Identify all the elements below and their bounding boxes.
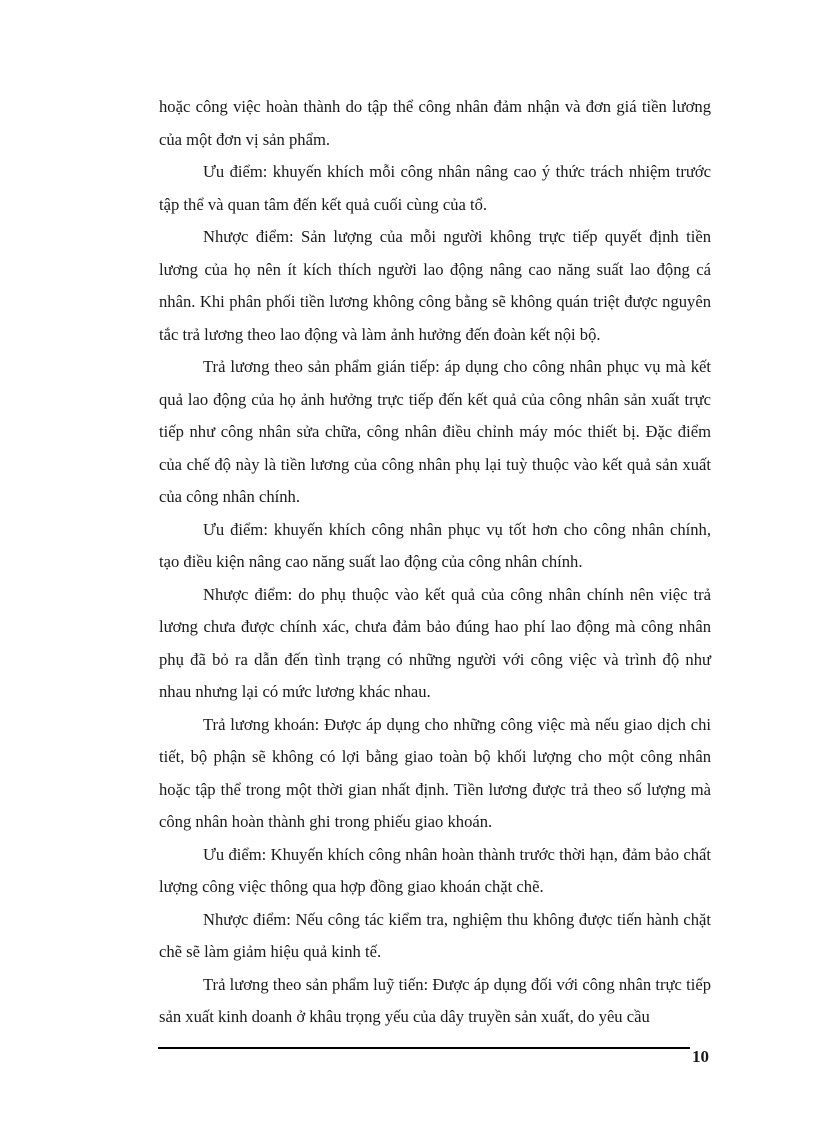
footer-divider bbox=[158, 1047, 690, 1049]
paragraph-indirect-product-wage: Trả lương theo sản phẩm gián tiếp: áp dụng cho công nhân phục vụ mà kết quả lao động của họ ảnh hưởng trực tiếp đến kết quả của công nhân sản xuất trực tiếp như công nhân sửa chữa, công nhân điều chỉnh máy móc thiết bị. Đặc điểm của chế độ này là tiền lương của công nhân phụ lại tuỳ thuộc vào kết quả sản xuất của công nhân chính. bbox=[159, 357, 711, 506]
paragraph-piecework-contract: Trả lương khoán: Được áp dụng cho những công việc mà nếu giao dịch chi tiết, bộ phận sẽ không có lợi bằng giao toàn bộ khối lượng cho một công nhân hoặc tập thể trong một thời gian nhất định. Tiền lương được trả theo số lượng mà công nhân hoàn thành ghi trong phiếu giao khoán. bbox=[159, 714, 711, 831]
paragraph-continuation: hoặc công việc hoàn thành do tập thể công nhân đảm nhận và đơn giá tiền lương của một đơn vị sản phẩm. bbox=[159, 97, 711, 149]
paragraph-disadvantage-contract: Nhược điểm: Nếu công tác kiểm tra, nghiệm thu không được tiến hành chặt chẽ sẽ làm giảm hiệu quả kinh tế. bbox=[159, 909, 711, 961]
page-number: 10 bbox=[692, 1047, 709, 1066]
paragraph-advantage-collective: Ưu điểm: khuyến khích mỗi công nhân nâng cao ý thức trách nhiệm trước tập thể và quan tâm đến kết quả cuối cùng của tổ. bbox=[159, 162, 711, 214]
paragraph-progressive-wage: Trả lương theo sản phẩm luỹ tiến: Được áp dụng đối với công nhân trực tiếp sản xuất kinh doanh ở khâu trọng yếu của dây truyền sản xuất, do yêu cầu bbox=[159, 974, 711, 1026]
paragraph-disadvantage-indirect: Nhược điểm: do phụ thuộc vào kết quả của công nhân chính nên việc trả lương chưa được chính xác, chưa đảm bảo đúng hao phí lao động mà công nhân phụ đã bỏ ra dẫn đến tình trạng có những người với công việc và trình độ như nhau nhưng lại có mức lương khác nhau. bbox=[159, 584, 711, 701]
paragraph-advantage-indirect: Ưu điểm: khuyến khích công nhân phục vụ tốt hơn cho công nhân chính, tạo điều kiện nâng cao năng suất lao động của công nhân chính. bbox=[159, 519, 711, 571]
paragraph-advantage-contract: Ưu điểm: Khuyến khích công nhân hoàn thành trước thời hạn, đảm bảo chất lượng công việc thông qua hợp đồng giao khoán chặt chẽ. bbox=[159, 844, 711, 896]
paragraph-disadvantage-collective: Nhược điểm: Sản lượng của mỗi người không trực tiếp quyết định tiền lương của họ nên ít kích thích người lao động nâng cao năng suất lao động cá nhân. Khi phân phối tiền lương không công bằng sẽ không quán triệt được nguyên tắc trả lương theo lao động và làm ảnh hưởng đến đoàn kết nội bộ. bbox=[159, 227, 711, 344]
page-body bbox=[159, 91, 711, 1034]
